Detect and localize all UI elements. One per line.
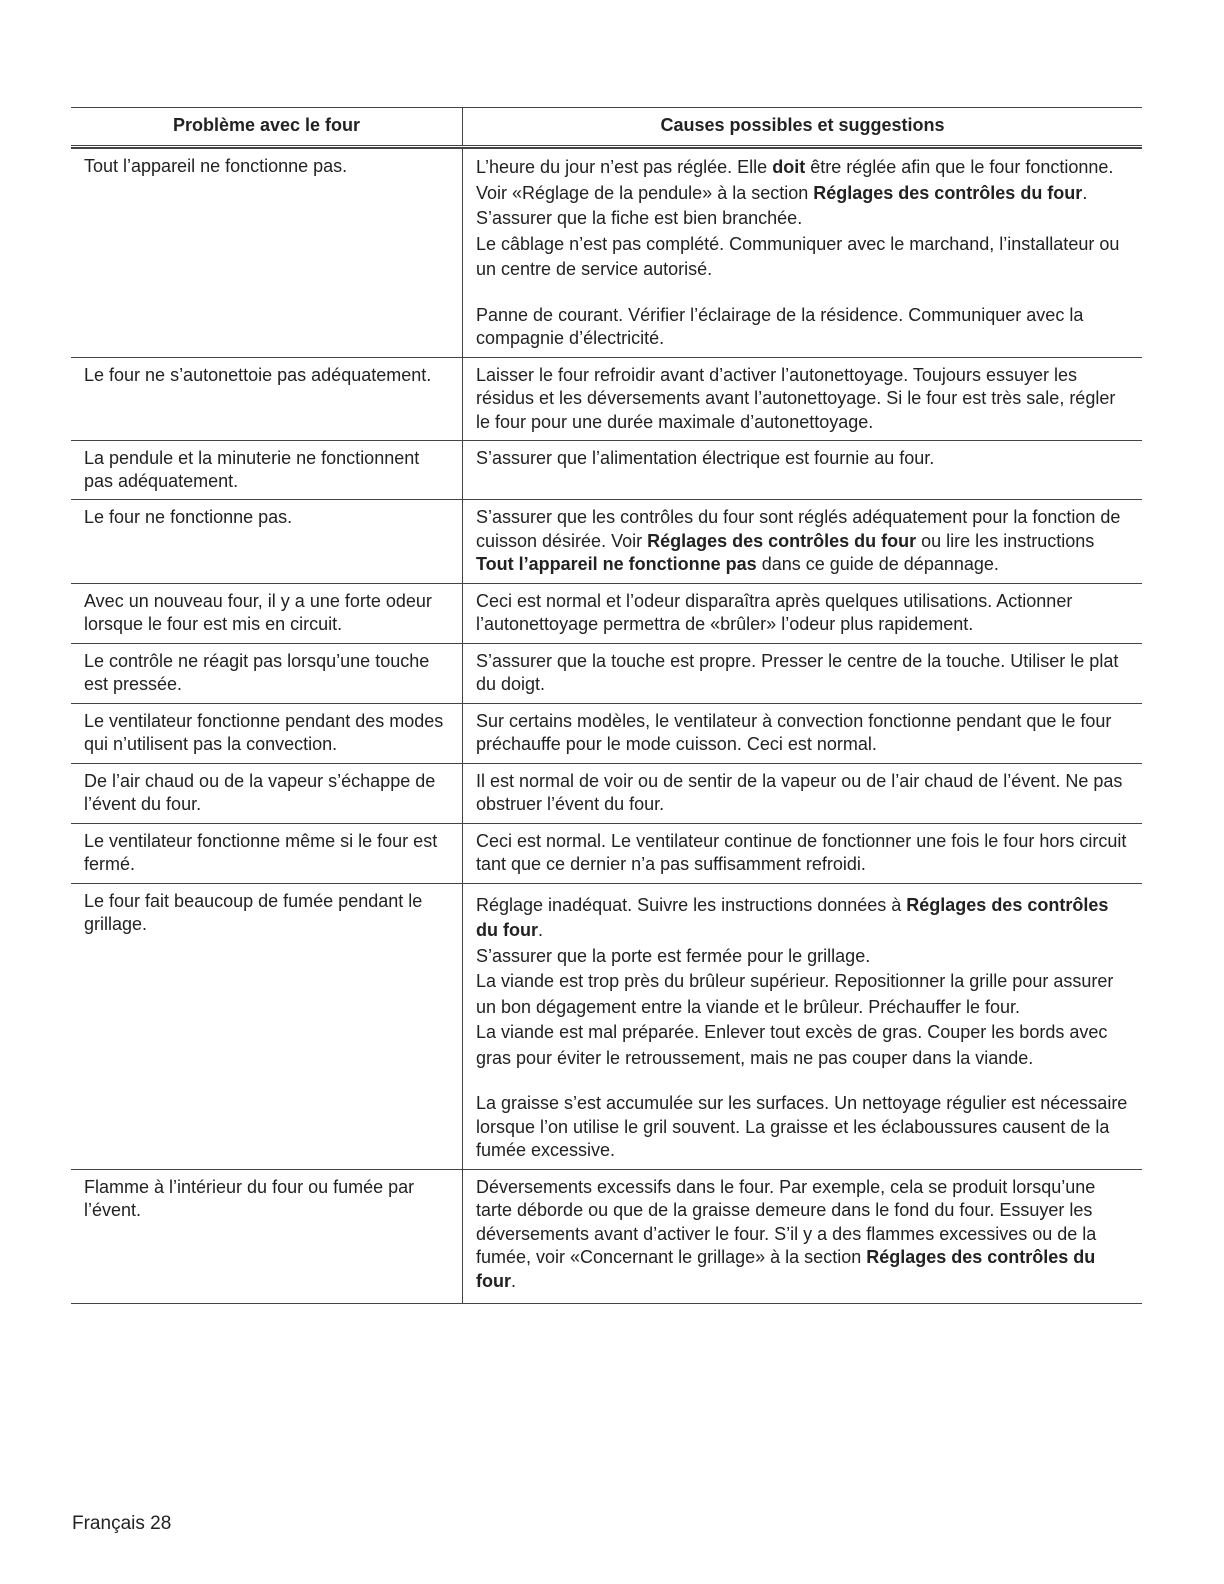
table-row xyxy=(71,823,1142,883)
table-row xyxy=(71,583,1142,643)
cause-text: S’assurer que la porte est fermée pour le grillage. xyxy=(476,945,871,966)
table-row xyxy=(71,643,1142,703)
problem-cell: Le four ne fonctionne pas. xyxy=(71,500,463,583)
troubleshooting-table xyxy=(71,107,1142,1304)
causes-cell xyxy=(463,824,1142,883)
cause-text: S’assurer que les contrôles du four sont réglés adéquatement pour la fonction de cuisson désirée. Voir Réglages des contrôles du four ou lire les instructions Tout l’appareil ne fonctionne pas dans ce guide de dépannage. xyxy=(476,507,1121,574)
problem-cell: De l’air chaud ou de la vapeur s’échappe de l’évent du four. xyxy=(71,764,463,823)
cause-text: La viande est mal préparée. Enlever tout excès de gras. Couper les bords avec gras pour éviter le retroussement, mais ne pas couper dans la viande. xyxy=(476,1022,1108,1068)
cause-text: Ceci est normal. Le ventilateur continue de fonctionner une fois le four hors circuit tant que ce dernier n’a pas suffisamment refroidi. xyxy=(476,830,1127,874)
header-causes: Causes possibles et suggestions xyxy=(660,115,945,135)
problem-cell: Tout l’appareil ne fonctionne pas. xyxy=(71,149,463,357)
problem-cell: Flamme à l’intérieur du four ou fumée par l’évent. xyxy=(71,1170,463,1304)
problem-cell: Le ventilateur fonctionne même si le four est fermé. xyxy=(71,824,463,883)
table-row xyxy=(71,148,1142,357)
problem-cell: Le four ne s’autonettoie pas adéquatement. xyxy=(71,358,463,441)
problem-cell: Le four fait beaucoup de fumée pendant le grillage. xyxy=(71,884,463,1169)
causes-cell xyxy=(463,1170,1142,1304)
causes-cell xyxy=(463,500,1142,583)
cause-text: Ceci est normal et l’odeur disparaîtra après quelques utilisations. Actionner l’autonettoyage permettra de «brûler» l’odeur plus rapidement. xyxy=(476,590,1073,634)
causes-cell xyxy=(463,441,1142,499)
table-row xyxy=(71,440,1142,499)
cause-text: S’assurer que la fiche est bien branchée. xyxy=(476,208,803,228)
table-header xyxy=(71,108,1142,148)
causes-cell xyxy=(463,644,1142,703)
cause-text: Réglage inadéquat. Suivre les instructions données à Réglages des contrôles du four. xyxy=(476,894,1109,940)
problem-cell: Avec un nouveau four, il y a une forte odeur lorsque le four est mis en circuit. xyxy=(71,584,463,643)
causes-cell xyxy=(463,149,1142,357)
table-row xyxy=(71,357,1142,441)
cause-text: S’assurer que l’alimentation électrique est fournie au four. xyxy=(476,448,935,468)
problem-cell: La pendule et la minuterie ne fonctionnent pas adéquatement. xyxy=(71,441,463,499)
problem-cell: Le contrôle ne réagit pas lorsqu’une touche est pressée. xyxy=(71,644,463,703)
problem-cell: Le ventilateur fonctionne pendant des modes qui n’utilisent pas la convection. xyxy=(71,704,463,763)
causes-cell xyxy=(463,358,1142,441)
table-row xyxy=(71,883,1142,1169)
cause-text: L’heure du jour n’est pas réglée. Elle doit être réglée afin que le four fonctionne. Voir «Réglage de la pendule» à la section Réglages des contrôles du four. xyxy=(476,157,1114,203)
table-row xyxy=(71,703,1142,763)
table-row xyxy=(71,1169,1142,1304)
cause-text: Laisser le four refroidir avant d’activer l’autonettoyage. Toujours essuyer les résidus et les déversements avant l’autonettoyage. Si le four est très sale, régler le four pour une durée maximale d’autonettoyage. xyxy=(476,364,1116,432)
causes-cell xyxy=(463,584,1142,643)
cause-text: Sur certains modèles, le ventilateur à convection fonctionne pendant que le four préchauffe pour le mode cuisson. Ceci est normal. xyxy=(476,710,1112,754)
cause-text: Le câblage n’est pas complété. Communiquer avec le marchand, l’installateur ou un centre de service autorisé. xyxy=(476,233,1120,279)
causes-cell xyxy=(463,764,1142,823)
table-row xyxy=(71,499,1142,583)
cause-text: Panne de courant. Vérifier l’éclairage de la résidence. Communiquer avec la compagnie d’électricité. xyxy=(476,304,1084,348)
cause-text: Déversements excessifs dans le four. Par exemple, cela se produit lorsqu’une tarte déborde ou que de la graisse demeure dans le fond du four. Essuyer les déversements avant d’activer le four. S’il y a des flammes excessives ou de la fumée, voir «Concernant le grillage» à la section Réglages des contrôles du four. xyxy=(476,1176,1097,1291)
page-number: Français 28 xyxy=(72,1513,172,1534)
cause-text: La graisse s’est accumulée sur les surfaces. Un nettoyage régulier est nécessaire lorsque l’on utilise le gril souvent. La graisse et les éclaboussures causent de la fumée excessive. xyxy=(476,1093,1128,1160)
causes-cell xyxy=(463,884,1142,1169)
causes-cell xyxy=(463,704,1142,763)
table-row xyxy=(71,763,1142,823)
cause-text: S’assurer que la touche est propre. Presser le centre de la touche. Utiliser le plat du doigt. xyxy=(476,650,1119,694)
header-problem: Problème avec le four xyxy=(71,108,463,145)
cause-text: La viande est trop près du brûleur supérieur. Repositionner la grille pour assurer un bon dégagement entre la viande et le brûleur. Préchauffer le four. xyxy=(476,971,1114,1017)
cause-text: Il est normal de voir ou de sentir de la vapeur ou de l’air chaud de l’évent. Ne pas obstruer l’évent du four. xyxy=(476,770,1123,814)
